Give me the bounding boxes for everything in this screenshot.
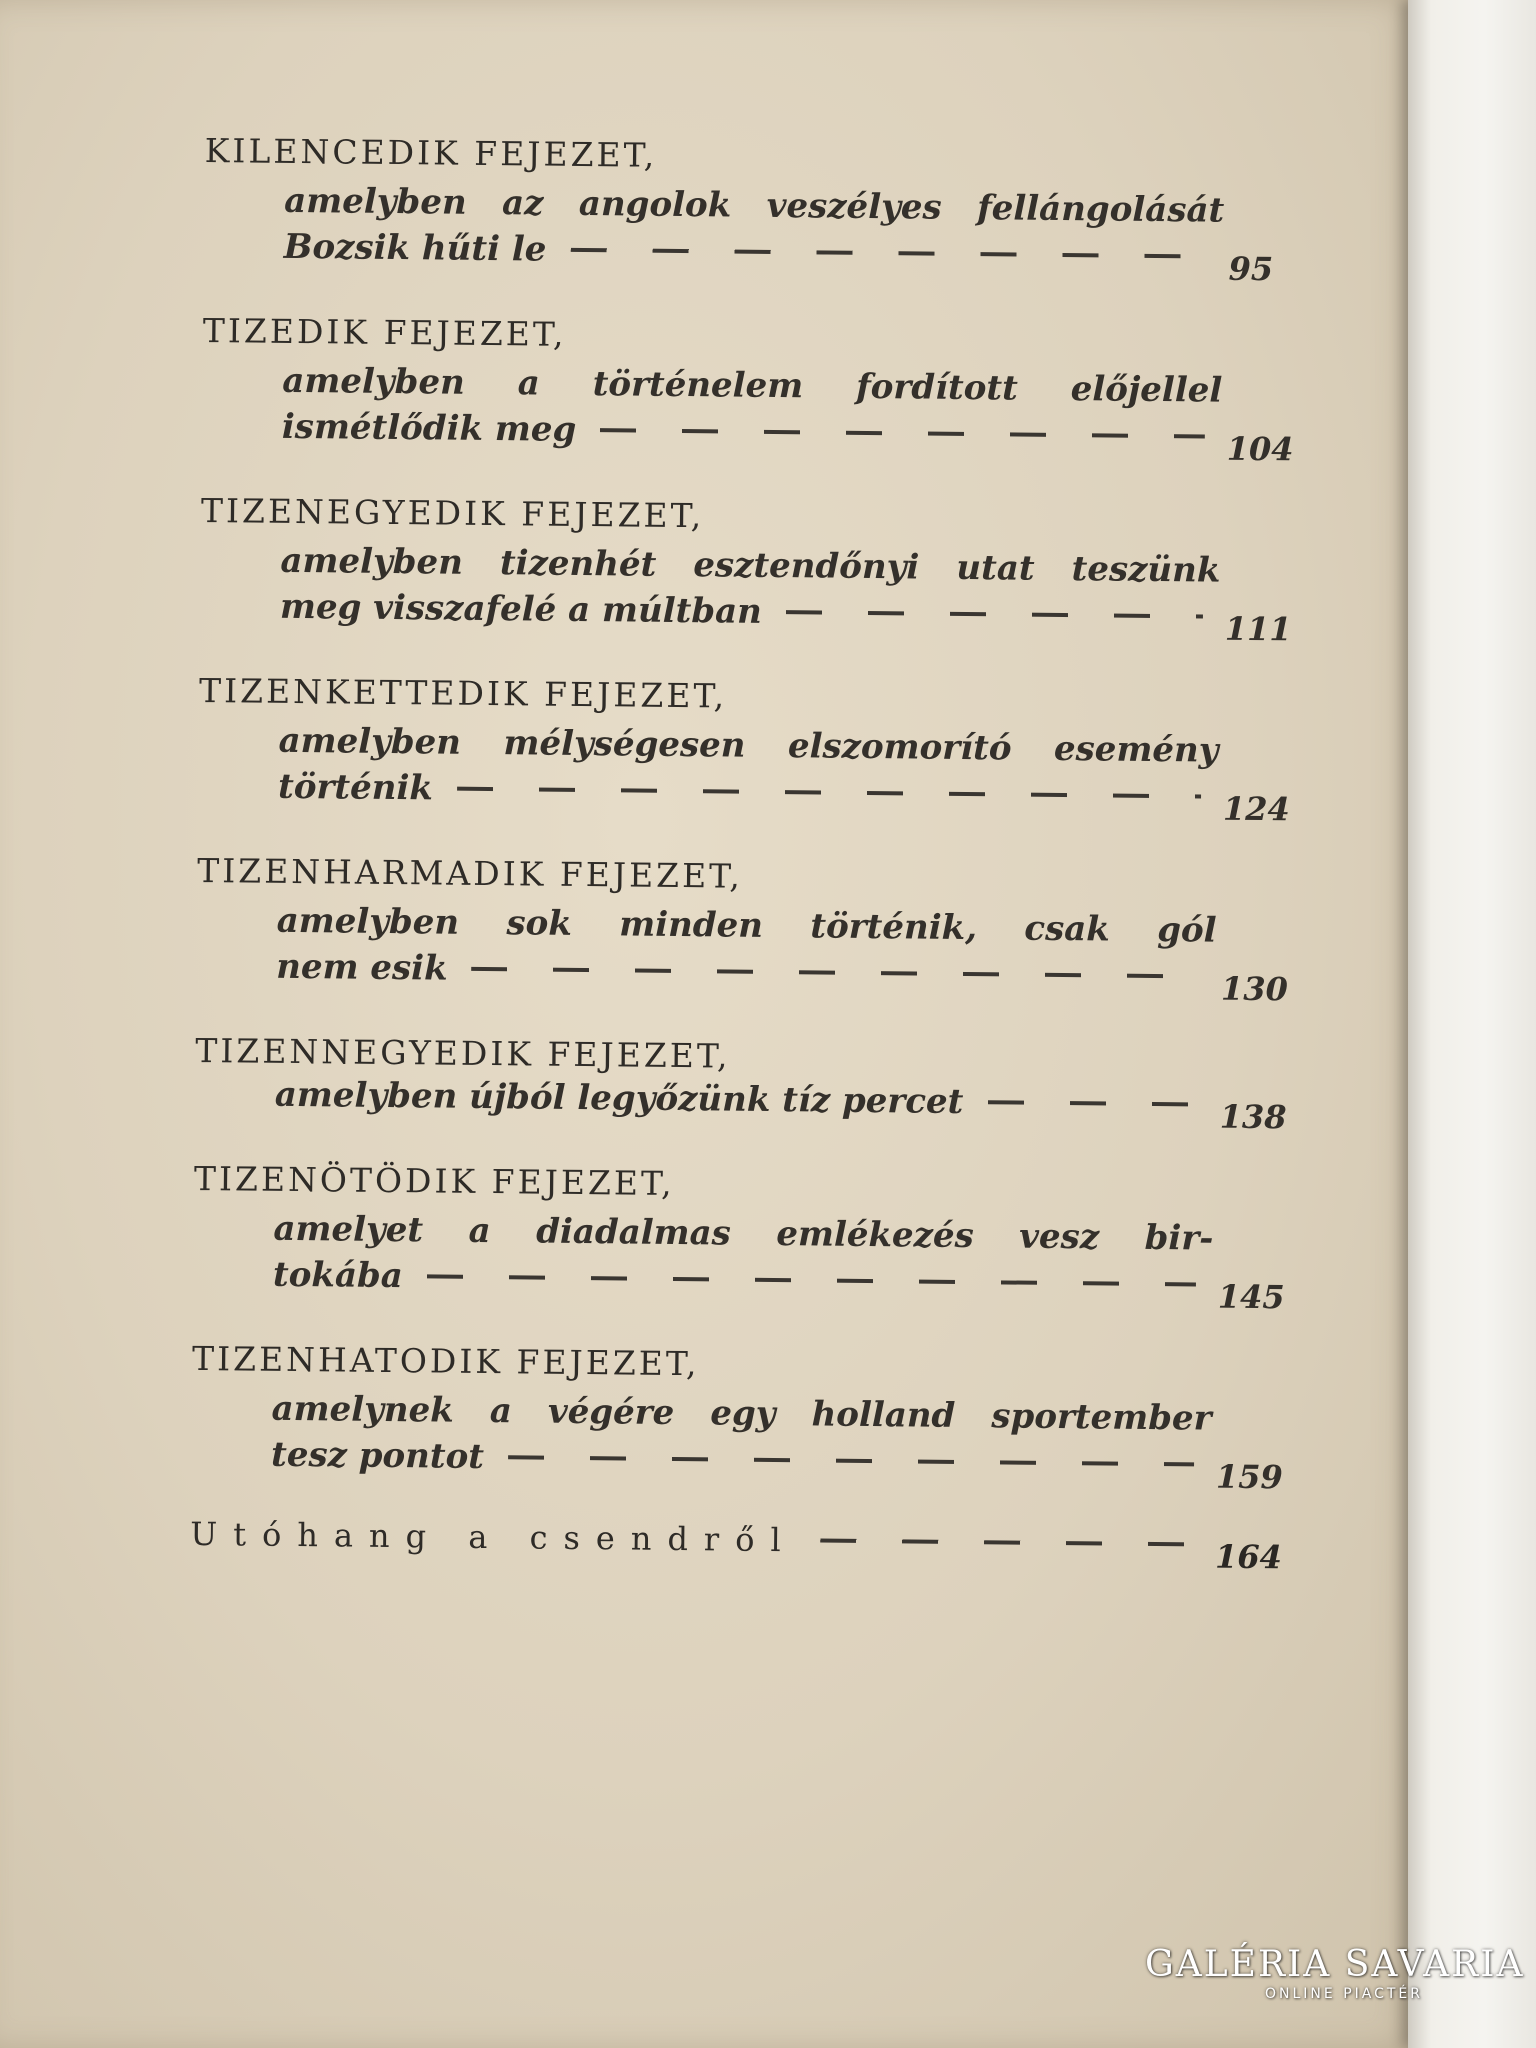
word: amelyben xyxy=(284,180,467,223)
word: amelyben xyxy=(278,720,462,763)
adjacent-page-edge xyxy=(1408,0,1536,2048)
dash-leaders xyxy=(786,610,1203,618)
description-text: Bozsik hűti le xyxy=(283,226,547,270)
chapter-description xyxy=(191,1382,1312,1497)
chapter-description xyxy=(198,714,1319,829)
word: mélységesen xyxy=(503,723,746,766)
epilogue-title: Utóhang a csendről xyxy=(190,1514,797,1560)
word: fordított xyxy=(855,366,1019,409)
chapter-title: TIZENEGYEDIK FEJEZET, xyxy=(200,490,705,536)
toc-entry-15 xyxy=(193,1156,1314,1317)
chapter-description xyxy=(200,534,1321,649)
page-number: 145 xyxy=(1217,1277,1285,1317)
page-number: 95 xyxy=(1228,249,1274,289)
word: történik, xyxy=(810,906,978,949)
toc-entry-9 xyxy=(204,128,1325,289)
chapter-title: TIZENHARMADIK FEJEZET, xyxy=(197,850,744,896)
gallery-watermark xyxy=(1145,1944,1525,2003)
table-of-contents xyxy=(190,128,1325,1577)
word: minden xyxy=(619,904,764,946)
chapter-title: TIZENNEGYEDIK FEJEZET, xyxy=(195,1030,731,1076)
word: angolok xyxy=(578,183,732,226)
toc-entry-11 xyxy=(200,488,1321,649)
word: amelyben xyxy=(280,540,464,583)
word: tizenhét xyxy=(499,543,657,585)
dash-leaders xyxy=(472,967,1200,979)
toc-entry-16 xyxy=(191,1336,1312,1497)
description-text: ismétlődik meg xyxy=(281,406,577,450)
word: végére xyxy=(547,1391,675,1433)
word: esemény xyxy=(1053,728,1219,771)
word: emlékezés xyxy=(776,1214,974,1257)
chapter-description xyxy=(196,894,1317,1009)
chapter-title: TIZEDIK FEJEZET, xyxy=(202,310,567,354)
description-line xyxy=(273,1203,1213,1265)
page-number: 164 xyxy=(1214,1537,1283,1577)
word: amelyet xyxy=(273,1208,424,1251)
watermark-name: GALÉRIA SAVARIA xyxy=(1145,1944,1525,1985)
page-number: 104 xyxy=(1226,429,1294,469)
word: veszélyes xyxy=(766,185,942,228)
dash-leaders xyxy=(600,428,1205,438)
word: egy xyxy=(710,1393,776,1435)
word: diadalmas xyxy=(536,1211,732,1254)
description-text: tokába xyxy=(272,1254,403,1297)
page-number: 111 xyxy=(1224,609,1292,649)
chapter-title: TIZENKETTEDIK FEJEZET, xyxy=(198,670,728,716)
word: vesz xyxy=(1019,1216,1100,1258)
toc-epilogue xyxy=(190,1506,1286,1577)
description-text: amelyben újból legyőzünk tíz percet xyxy=(274,1074,964,1122)
watermark-subtitle: ONLINE PIACTÉR xyxy=(1265,1986,1423,2002)
page-number: 138 xyxy=(1219,1097,1287,1137)
word: csak xyxy=(1024,908,1111,950)
word: teszünk xyxy=(1071,549,1221,591)
chapter-title: KILENCEDIK FEJEZET, xyxy=(204,130,658,175)
word: holland xyxy=(811,1394,956,1436)
page-number: 159 xyxy=(1215,1457,1283,1497)
word: gól xyxy=(1157,910,1217,951)
description-text: nem esik xyxy=(276,946,448,989)
word: történelem xyxy=(592,364,804,407)
page-number: 124 xyxy=(1222,789,1290,829)
word: a xyxy=(468,1210,491,1252)
toc-entry-10 xyxy=(202,308,1323,469)
chapter-description xyxy=(193,1202,1314,1317)
word: az xyxy=(501,183,544,224)
chapter-description xyxy=(204,174,1325,289)
dash-leaders xyxy=(570,248,1206,259)
chapter-title: TIZENHATODIK FEJEZET, xyxy=(191,1338,700,1384)
word: a xyxy=(489,1391,513,1432)
word: elszomorító xyxy=(787,726,1012,769)
toc-entry-13 xyxy=(196,848,1317,1009)
word: sok xyxy=(506,903,573,944)
chapter-title: TIZENÖTÖDIK FEJEZET, xyxy=(193,1158,675,1203)
word: fellángolását xyxy=(976,188,1225,231)
description-text: meg visszafelé a múltban xyxy=(279,586,763,632)
word: a xyxy=(517,363,540,404)
word: utat xyxy=(956,547,1035,589)
chapter-description xyxy=(202,354,1323,469)
word: bir- xyxy=(1144,1217,1214,1259)
word: esztendőnyi xyxy=(693,545,920,588)
description-text: történik xyxy=(277,766,434,809)
page-number: 130 xyxy=(1220,969,1289,1009)
dash-leaders xyxy=(427,1274,1196,1286)
word: amelyben xyxy=(282,360,465,403)
dash-leaders xyxy=(821,1539,1194,1547)
description-text: tesz pontot xyxy=(270,1434,485,1477)
word: sportember xyxy=(991,1396,1212,1439)
word: előjellel xyxy=(1070,369,1223,411)
dash-leaders xyxy=(457,787,1201,799)
toc-entry-14 xyxy=(195,1028,1316,1137)
word: amelynek xyxy=(271,1388,455,1431)
toc-entry-12 xyxy=(198,668,1319,829)
dash-leaders xyxy=(987,1100,1197,1106)
word: amelyben xyxy=(276,900,460,943)
dash-leaders xyxy=(508,1455,1194,1466)
